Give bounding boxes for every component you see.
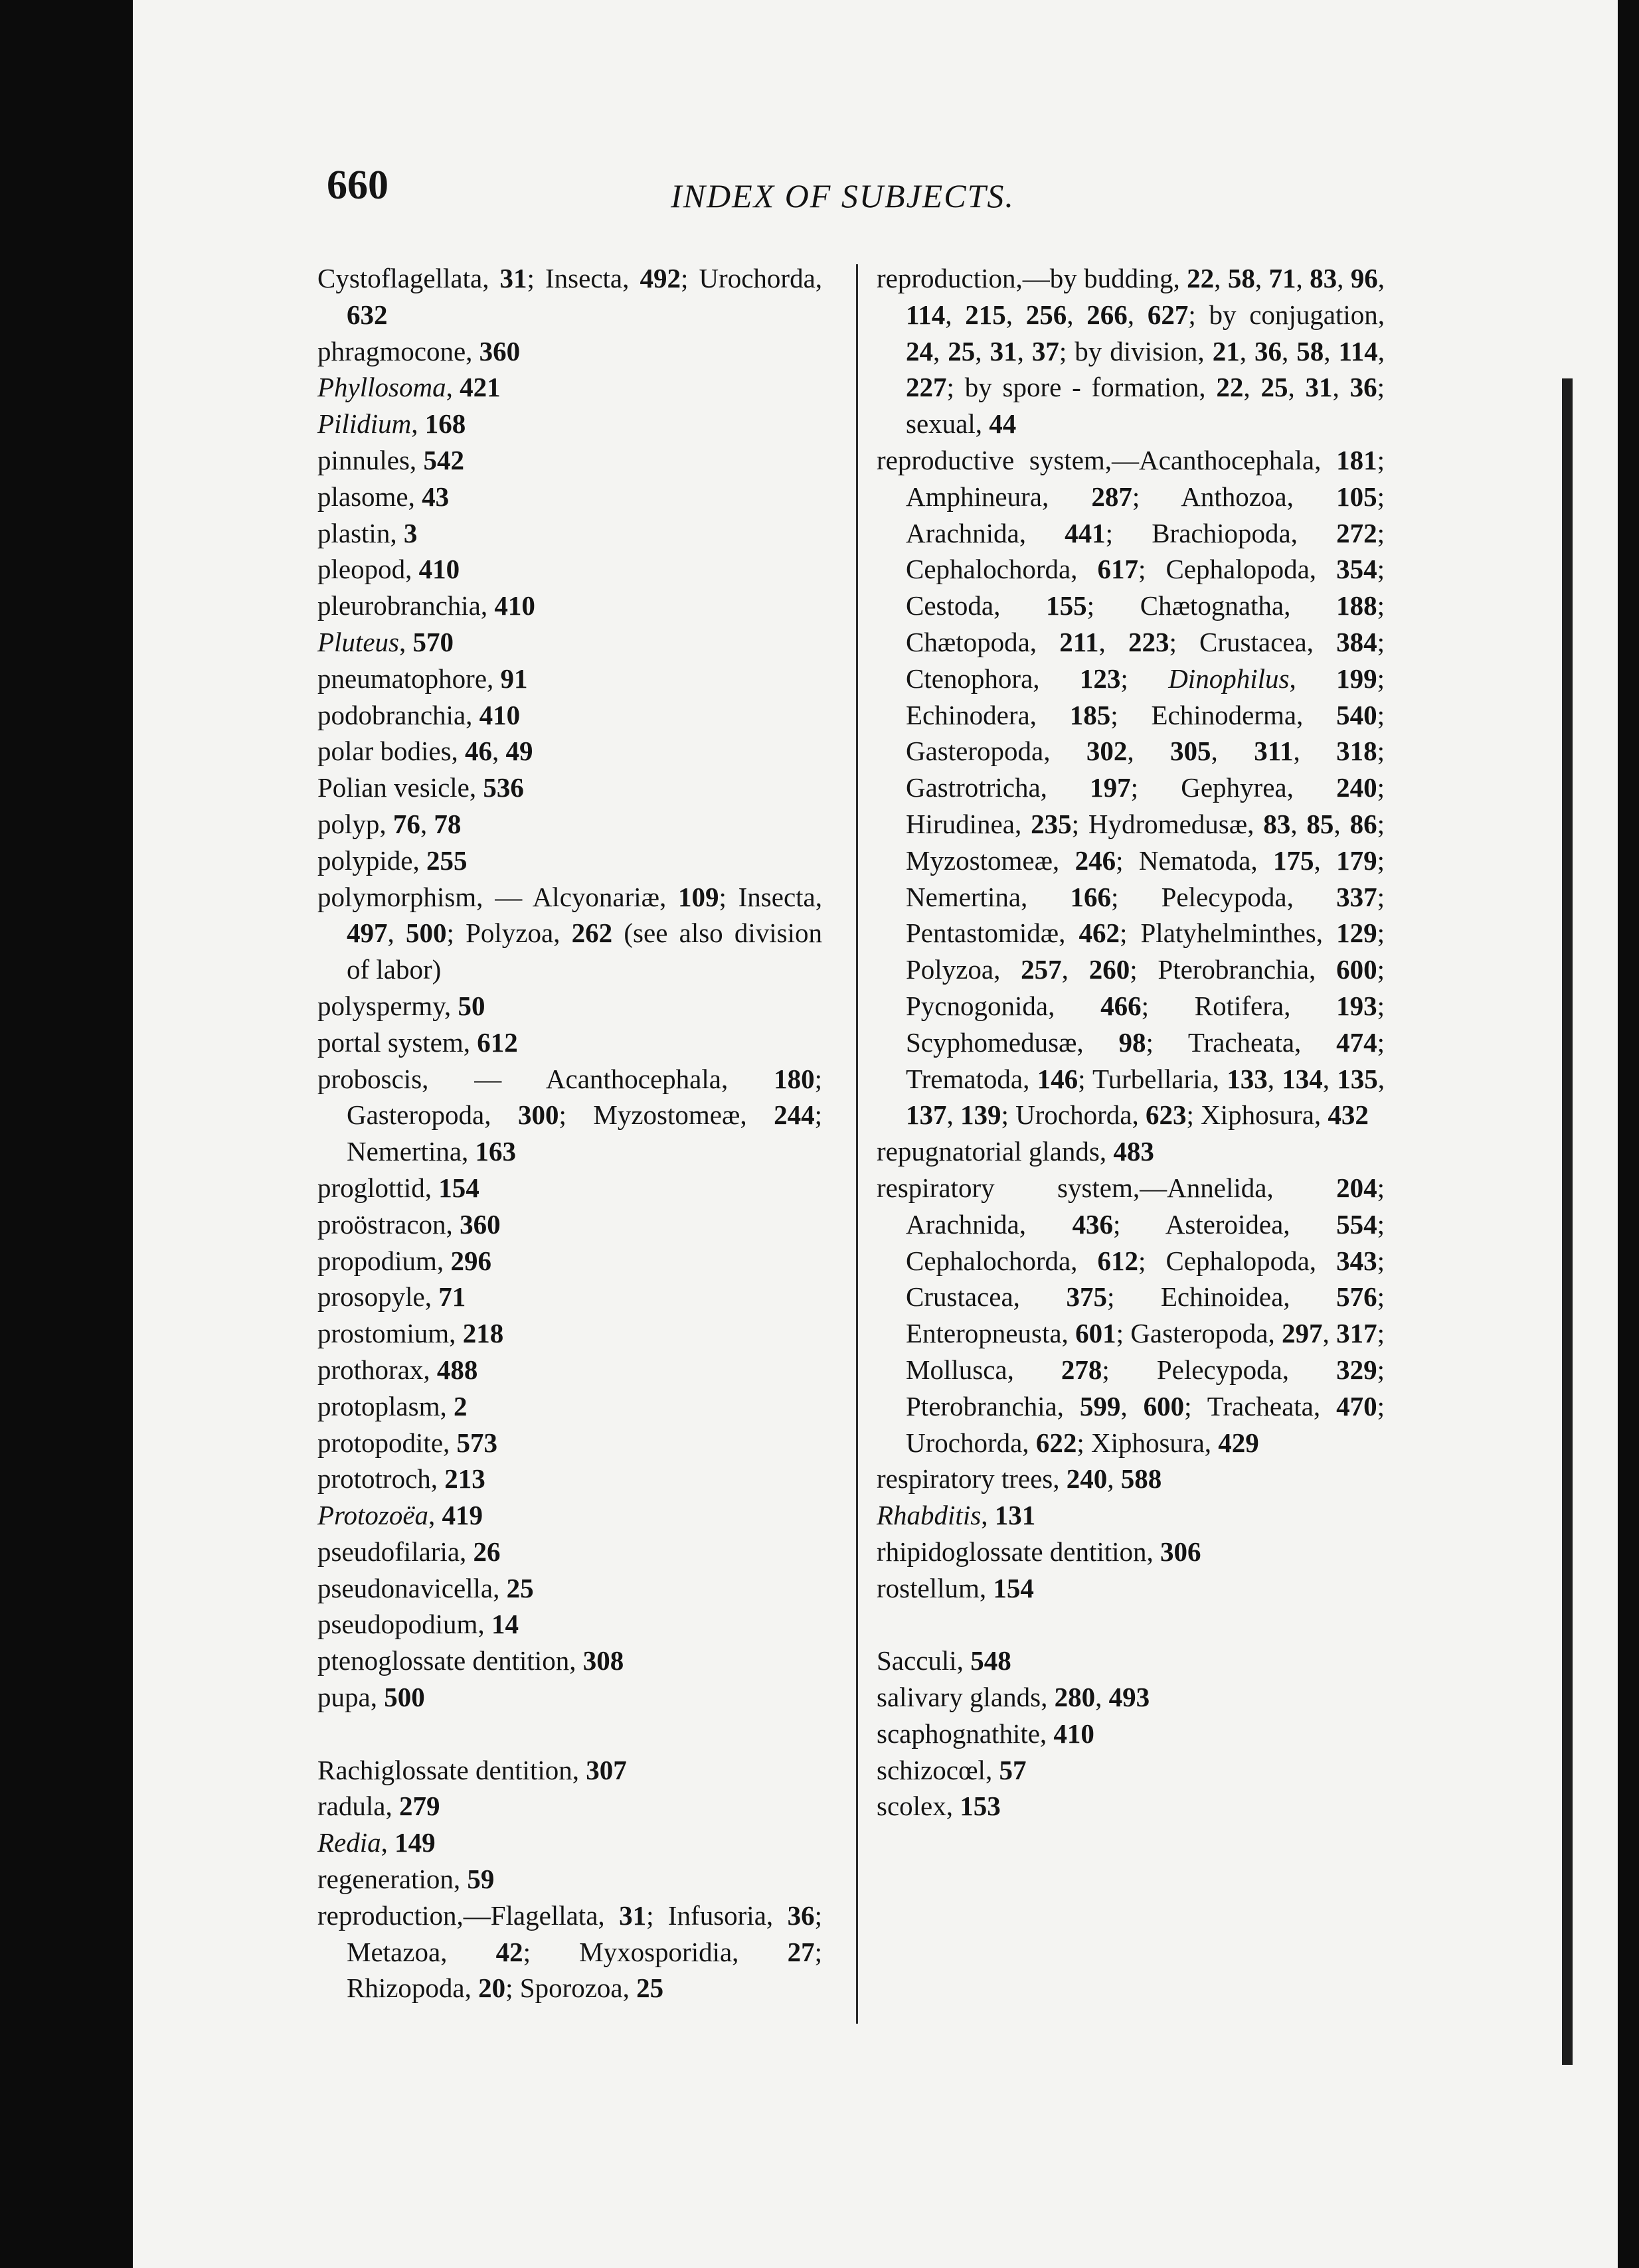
index-entry: proglottid, 154: [317, 1172, 479, 1203]
index-entry: prostomium, 218: [317, 1318, 504, 1349]
index-entry: ptenoglossate dentition, 308: [317, 1645, 624, 1676]
index-entry: pseudonavicella, 25: [317, 1572, 534, 1603]
index-entry: repugnatorial glands, 483: [877, 1136, 1154, 1167]
index-entry: proöstracon, 360: [317, 1208, 501, 1240]
index-entry: Protozoëa, 419: [317, 1500, 483, 1531]
index-entry: polymorphism, — Alcyonariæ, 109; Insecta, 497, 500; Polyzoa, 262 (see also division of labor): [317, 881, 823, 985]
index-entry: rhipidoglossate dentition, 306: [877, 1536, 1201, 1567]
index-entry: Rhabditis, 131: [877, 1500, 1036, 1531]
index-entry: reproduction,—by budding, 22, 58, 71, 83, 96, 114, 215, 256, 266, 627; by conjugation, 24, 25, 31, 37; by division, 21, 36, 58, 114, 227; by spore - formation, 22, 25, 31, 36; sexual, 44: [877, 263, 1385, 440]
index-entry: Sacculi, 548: [877, 1645, 1011, 1676]
index-entry: reproduction,—Flagellata, 31; Infusoria, 36; Metazoa, 42; Myxosporidia, 27; Rhizopoda, 20; Sporozoa, 25: [317, 1900, 822, 2004]
index-entry: schizocœl, 57: [877, 1754, 1027, 1785]
page-edge-shadow: [1562, 378, 1573, 2065]
index-entry: salivary glands, 280, 493: [877, 1682, 1150, 1713]
index-entry: prosopyle, 71: [317, 1281, 466, 1313]
index-entry: radula, 279: [317, 1791, 440, 1822]
index-entry: Pilidium, 168: [317, 408, 466, 440]
index-entry: Redia, 149: [317, 1827, 436, 1858]
index-entry: scaphognathite, 410: [877, 1718, 1094, 1749]
index-entry: Cystoflagellata, 31; Insecta, 492; Urochorda, 632: [317, 263, 823, 330]
index-entry: protopodite, 573: [317, 1427, 498, 1458]
index-entry: polar bodies, 46, 49: [317, 736, 533, 767]
index-entry: Polian vesicle, 536: [317, 772, 524, 803]
index-entry: polyp, 76, 78: [317, 808, 462, 839]
index-entry: podobranchia, 410: [317, 699, 521, 730]
right-index-column: [877, 260, 1385, 1824]
index-entry: polyspermy, 50: [317, 990, 485, 1021]
index-entry: propodium, 296: [317, 1245, 491, 1276]
index-entry: reproductive system,—Acanthocephala, 181; Amphineura, 287; Anthozoa, 105; Arachnida, 441; Brachiopoda, 272; Cephalochorda, 617; Cephalopoda, 354; Cestoda, 155; Chætognatha, 188; Chætopoda, 211, 223; Crustacea, 384; Ctenophora, 123; Dinophilus, 199; Echinodera, 185; Echinoderma, 540; Gasteropoda, 302, 305, 311, 318; Gastrotricha, 197; Gephyrea, 240; Hirudinea, 235; Hydromedusæ, 83, 85, 86; Myzostomeæ, 246; Nematoda, 175, 179; Nemertina, 166; Pelecypoda, 337; Pentastomidæ, 462; Platyhelminthes, 129; Polyzoa, 257, 260; Pterobranchia, 600; Pycnogonida, 466; Rotifera, 193; Scyphomedusæ, 98; Tracheata, 474; Trematoda, 146; Turbellaria, 133, 134, 135, 137, 139; Urochorda, 623; Xiphosura, 432: [877, 444, 1385, 1131]
index-entry: scolex, 153: [877, 1791, 1001, 1822]
index-entry: Pluteus, 570: [317, 626, 454, 657]
index-entry: prototroch, 213: [317, 1463, 485, 1495]
index-entry: proboscis, — Acanthocephala, 180; Gasteropoda, 300; Myzostomeæ, 244; Nemertina, 163: [317, 1063, 823, 1167]
index-entry: respiratory system,—Annelida, 204; Arachnida, 436; Asteroidea, 554; Cephalochorda, 612; Cephalopoda, 343; Crustacea, 375; Echinoidea, 576; Enteropneusta, 601; Gasteropoda, 297, 317; Mollusca, 278; Pelecypoda, 329; Pterobranchia, 599, 600; Tracheata, 470; Urochorda, 622; Xiphosura, 429: [877, 1172, 1385, 1458]
left-index-column: [317, 260, 822, 2006]
index-entry: prothorax, 488: [317, 1354, 478, 1385]
index-entry: Rachiglossate dentition, 307: [317, 1754, 627, 1785]
index-entry: pneumatophore, 91: [317, 663, 528, 694]
page-title: INDEX OF SUBJECTS.: [671, 177, 1015, 214]
section-gap: [877, 1606, 1385, 1643]
index-entry: pleopod, 410: [317, 554, 460, 585]
column-divider: [856, 264, 858, 2024]
index-entry: rostellum, 154: [877, 1572, 1034, 1603]
index-entry: pseudofilaria, 26: [317, 1536, 501, 1567]
index-entry: pinnules, 542: [317, 444, 464, 475]
index-entry: plastin, 3: [317, 517, 418, 548]
page-number: 660: [327, 163, 388, 208]
index-entry: portal system, 612: [317, 1026, 518, 1058]
index-entry: polypide, 255: [317, 845, 468, 876]
index-entry: pseudopodium, 14: [317, 1609, 519, 1640]
index-entry: plasome, 43: [317, 481, 450, 512]
index-entry: protoplasm, 2: [317, 1390, 468, 1421]
index-entry: phragmocone, 360: [317, 335, 521, 366]
index-entry: pleurobranchia, 410: [317, 590, 535, 621]
section-gap: [317, 1716, 822, 1752]
index-entry: respiratory trees, 240, 588: [877, 1463, 1162, 1495]
index-entry: pupa, 500: [317, 1682, 425, 1713]
index-entry: Phyllosoma, 421: [317, 372, 501, 403]
index-entry: regeneration, 59: [317, 1864, 495, 1895]
